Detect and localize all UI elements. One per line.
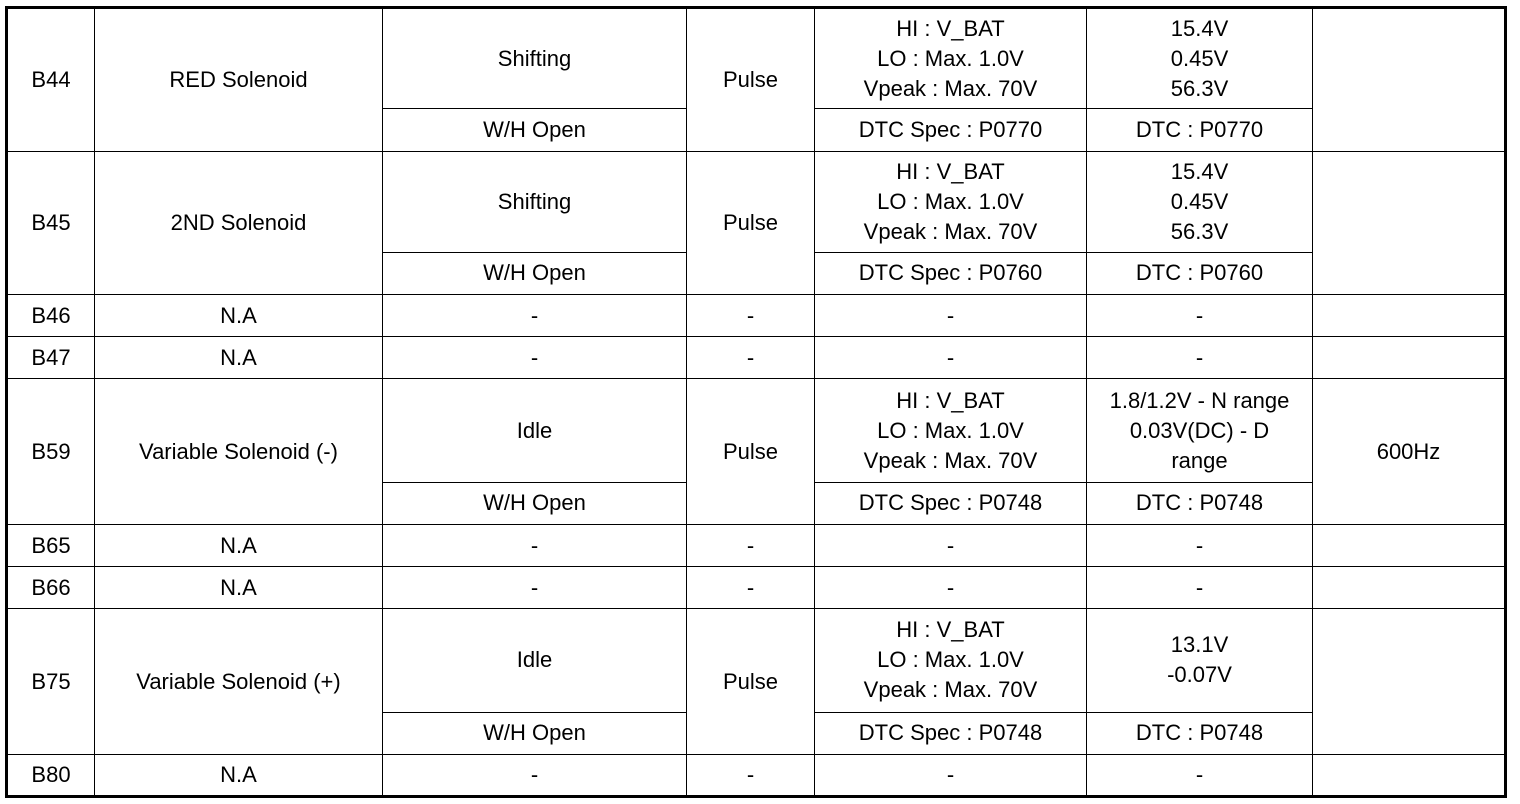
spec-cell: HI : V_BAT LO : Max. 1.0V Vpeak : Max. 70V bbox=[815, 8, 1087, 109]
pin-cell: B46 bbox=[7, 295, 95, 337]
pin-cell: B47 bbox=[7, 337, 95, 379]
pin-cell: B66 bbox=[7, 567, 95, 609]
condition-cell: - bbox=[383, 754, 687, 796]
measured-cell: DTC : P0760 bbox=[1087, 252, 1313, 294]
signal-name-cell: Variable Solenoid (+) bbox=[95, 609, 383, 755]
condition-cell: - bbox=[383, 337, 687, 379]
pin-cell: B44 bbox=[7, 8, 95, 152]
pin-spec-table bbox=[5, 6, 1507, 798]
measured-cell: - bbox=[1087, 524, 1313, 566]
measured-cell: - bbox=[1087, 754, 1313, 796]
spec-cell: HI : V_BAT LO : Max. 1.0V Vpeak : Max. 70V bbox=[815, 151, 1087, 252]
condition-cell: - bbox=[383, 524, 687, 566]
note-cell: 600Hz bbox=[1313, 379, 1506, 525]
type-cell: - bbox=[687, 567, 815, 609]
type-cell: Pulse bbox=[687, 151, 815, 295]
pin-cell: B80 bbox=[7, 754, 95, 796]
condition-cell: W/H Open bbox=[383, 712, 687, 754]
spec-cell: - bbox=[815, 524, 1087, 566]
signal-name-cell: RED Solenoid bbox=[95, 8, 383, 152]
signal-name-cell: 2ND Solenoid bbox=[95, 151, 383, 295]
condition-cell: - bbox=[383, 295, 687, 337]
spec-cell: HI : V_BAT LO : Max. 1.0V Vpeak : Max. 70V bbox=[815, 379, 1087, 482]
note-cell bbox=[1313, 754, 1506, 796]
type-cell: Pulse bbox=[687, 8, 815, 152]
condition-cell: Shifting bbox=[383, 151, 687, 252]
note-cell bbox=[1313, 151, 1506, 295]
table-row bbox=[7, 295, 1506, 337]
signal-name-cell: Variable Solenoid (-) bbox=[95, 379, 383, 525]
measured-cell: - bbox=[1087, 337, 1313, 379]
spec-cell: - bbox=[815, 567, 1087, 609]
spec-cell: DTC Spec : P0748 bbox=[815, 712, 1087, 754]
measured-cell: DTC : P0748 bbox=[1087, 482, 1313, 524]
measured-cell: 15.4V 0.45V 56.3V bbox=[1087, 8, 1313, 109]
table-row bbox=[7, 567, 1506, 609]
note-cell bbox=[1313, 524, 1506, 566]
table-row bbox=[7, 379, 1506, 482]
signal-name-cell: N.A bbox=[95, 524, 383, 566]
signal-name-cell: N.A bbox=[95, 337, 383, 379]
table-row bbox=[7, 754, 1506, 796]
spec-cell: DTC Spec : P0770 bbox=[815, 109, 1087, 151]
spec-cell: DTC Spec : P0760 bbox=[815, 252, 1087, 294]
spec-cell: - bbox=[815, 337, 1087, 379]
spec-cell: HI : V_BAT LO : Max. 1.0V Vpeak : Max. 70V bbox=[815, 609, 1087, 712]
measured-cell: 15.4V 0.45V 56.3V bbox=[1087, 151, 1313, 252]
condition-cell: - bbox=[383, 567, 687, 609]
spec-cell: - bbox=[815, 295, 1087, 337]
condition-cell: W/H Open bbox=[383, 482, 687, 524]
spec-cell: DTC Spec : P0748 bbox=[815, 482, 1087, 524]
table-row bbox=[7, 337, 1506, 379]
measured-cell: 13.1V -0.07V bbox=[1087, 609, 1313, 712]
note-cell bbox=[1313, 337, 1506, 379]
pin-cell: B45 bbox=[7, 151, 95, 295]
condition-cell: W/H Open bbox=[383, 109, 687, 151]
signal-name-cell: N.A bbox=[95, 567, 383, 609]
condition-cell: Idle bbox=[383, 609, 687, 712]
measured-cell: 1.8/1.2V - N range 0.03V(DC) - D range bbox=[1087, 379, 1313, 482]
type-cell: - bbox=[687, 337, 815, 379]
measured-cell: - bbox=[1087, 567, 1313, 609]
table-row bbox=[7, 609, 1506, 712]
type-cell: - bbox=[687, 295, 815, 337]
type-cell: Pulse bbox=[687, 609, 815, 755]
pin-cell: B75 bbox=[7, 609, 95, 755]
signal-name-cell: N.A bbox=[95, 754, 383, 796]
type-cell: Pulse bbox=[687, 379, 815, 525]
type-cell: - bbox=[687, 524, 815, 566]
type-cell: - bbox=[687, 754, 815, 796]
measured-cell: DTC : P0770 bbox=[1087, 109, 1313, 151]
measured-cell: - bbox=[1087, 295, 1313, 337]
table-row bbox=[7, 524, 1506, 566]
table-row bbox=[7, 151, 1506, 252]
note-cell bbox=[1313, 8, 1506, 152]
signal-name-cell: N.A bbox=[95, 295, 383, 337]
note-cell bbox=[1313, 295, 1506, 337]
condition-cell: W/H Open bbox=[383, 252, 687, 294]
pin-cell: B65 bbox=[7, 524, 95, 566]
spec-cell: - bbox=[815, 754, 1087, 796]
note-cell bbox=[1313, 567, 1506, 609]
condition-cell: Idle bbox=[383, 379, 687, 482]
measured-cell: DTC : P0748 bbox=[1087, 712, 1313, 754]
pin-cell: B59 bbox=[7, 379, 95, 525]
condition-cell: Shifting bbox=[383, 8, 687, 109]
note-cell bbox=[1313, 609, 1506, 755]
table-row bbox=[7, 8, 1506, 109]
